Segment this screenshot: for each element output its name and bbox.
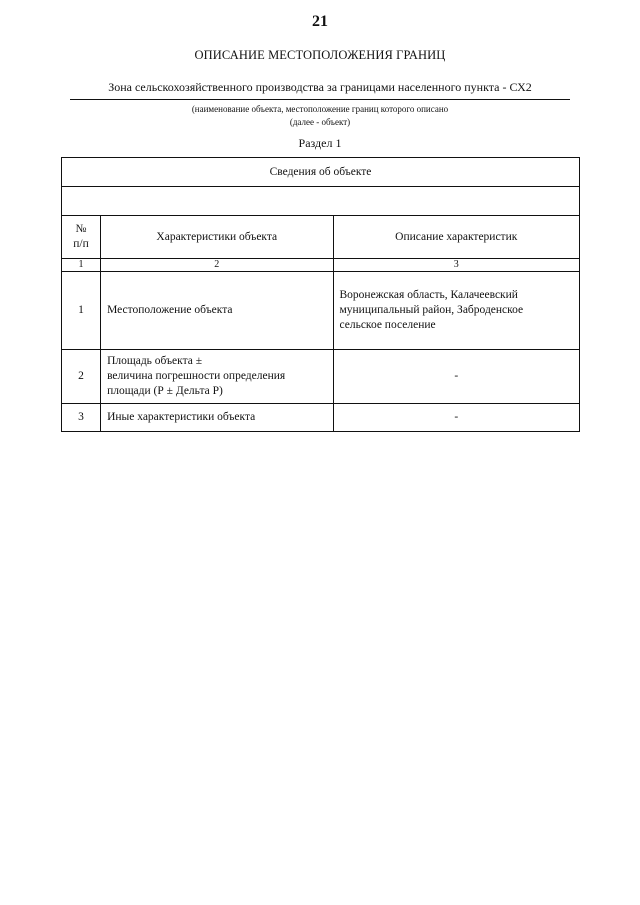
object-info-table [61,157,580,432]
zone-name-underline [70,99,570,100]
row-number: 3 [62,404,101,432]
object-caption-line-2: (далее - объект) [289,117,351,127]
row-characteristic: Местоположение объекта [101,272,333,350]
table-row [62,404,580,432]
table-header: Сведения об объекте [62,158,580,187]
table-header-row [62,158,580,187]
table-blank-row [62,187,580,216]
column-header-num: № п/п [62,216,101,259]
document-title: ОПИСАНИЕ МЕСТОПОЛОЖЕНИЯ ГРАНИЦ [194,48,446,62]
row-number: 1 [62,272,101,350]
row-characteristic: Площадь объекта ± величина погрешности определения площади (Р ± Дельта Р) [101,350,333,404]
row-description: - [333,404,580,432]
row-characteristic: Иные характеристики объекта [101,404,333,432]
table-row [62,350,580,404]
column-header-row [62,216,580,259]
row-description: - [333,350,580,404]
column-index-row [62,259,580,272]
section-title: Раздел 1 [298,136,342,150]
column-index: 3 [333,259,580,272]
column-header-description: Описание характеристик [333,216,580,259]
row-description: Воронежская область, Калачеевский муниципальный район, Заброденское сельское поселение [333,272,580,350]
row-number: 2 [62,350,101,404]
column-index: 2 [101,259,333,272]
column-index: 1 [62,259,101,272]
page-number: 21 [312,13,328,30]
object-caption-line-1: (наименование объекта, местоположение границ которого описано [191,104,449,114]
table-row [62,272,580,350]
zone-name: Зона сельскохозяйственного производства за границами населенного пункта - СХ2 [108,80,532,94]
table-blank-cell [62,187,580,216]
column-header-characteristics: Характеристики объекта [101,216,333,259]
